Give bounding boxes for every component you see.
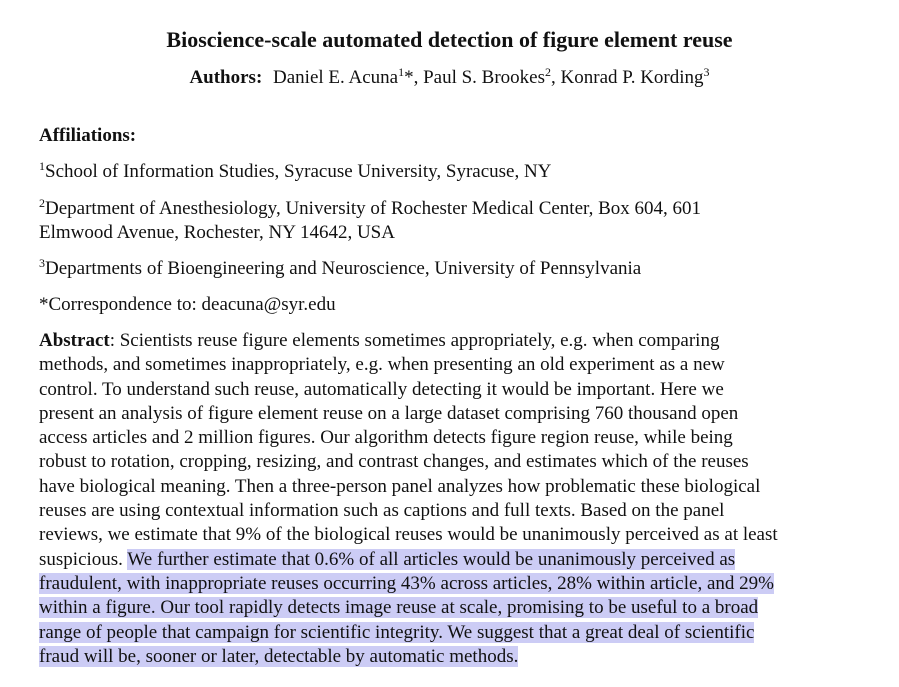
abstract-text[interactable]: suspicious. [39,548,128,570]
abstract-line[interactable] [39,378,887,402]
affiliation-sup: 1 [39,159,45,173]
affiliation-sup: 2 [39,196,45,210]
abstract-line[interactable] [39,329,887,353]
abstract-line[interactable] [39,402,887,426]
abstract-text[interactable]: reviews, we estimate that 9% of the biological reuses would be unanimously perceived as at least [39,524,778,546]
affiliation-item[interactable] [39,257,879,281]
authors-line[interactable] [0,65,899,91]
author-name[interactable]: Konrad P. Kording [560,67,704,88]
abstract-text[interactable]: access articles and 2 million figures. Our algorithm detects figure region reuse, while being [39,427,733,449]
abstract-line[interactable] [39,353,887,377]
paper-title[interactable]: Bioscience-scale automated detection of figure element reuse [166,27,733,52]
selected-text-highlight[interactable]: fraudulent, with inappropriate reuses occurring 43% across articles, 28% within article, and 29% [39,572,774,594]
abstract-text[interactable]: robust to rotation, cropping, resizing, and contrast changes, and estimates which of the reuses [39,451,749,473]
selected-text-highlight[interactable]: fraud will be, sooner or later, detectable by automatic methods. [39,645,519,667]
author-affiliation-sup: 2 [545,65,552,79]
abstract-line[interactable] [39,596,887,620]
affiliation-sup: 3 [39,256,45,270]
abstract-line[interactable] [39,499,887,523]
abstract-text[interactable]: reuses are using contextual information such as captions and full texts. Based on the panel [39,500,725,522]
abstract-line[interactable] [39,523,887,547]
author-separator: *, [404,67,424,88]
affiliation-item[interactable] [39,197,879,245]
abstract-line[interactable] [39,621,887,645]
affiliation-text[interactable]: Departments of Bioengineering and Neuroscience, University of Pennsylvania [45,258,642,279]
correspondence[interactable]: *Correspondence to: deacuna@syr.edu [39,294,336,315]
abstract-text[interactable]: methods, and sometimes inappropriately, e.g. when presenting an old experiment as a new [39,354,725,376]
author-separator: , [551,67,561,88]
abstract-line[interactable] [39,548,887,572]
selected-text-highlight[interactable]: within a figure. Our tool rapidly detects image reuse at scale, promising to be useful to a broad [39,597,759,619]
abstract-line[interactable] [39,426,887,450]
affiliations-heading[interactable]: Affiliations: [39,125,137,146]
affiliation-text[interactable]: School of Information Studies, Syracuse University, Syracuse, NY [45,161,552,182]
abstract-text[interactable]: : Scientists reuse figure elements sometimes appropriately, e.g. when comparing [109,330,720,351]
affiliation-item[interactable] [39,160,879,184]
abstract-label: Abstract [39,330,110,351]
affiliation-text[interactable]: Elmwood Avenue, Rochester, NY 14642, USA [39,222,395,243]
author-affiliation-sup: 1 [398,65,405,79]
abstract-paragraph[interactable] [39,329,887,669]
abstract-text[interactable]: have biological meaning. Then a three-person panel analyzes how problematic these biological [39,475,761,497]
author-affiliation-sup: 3 [703,65,710,79]
abstract-text[interactable]: present an analysis of figure element reuse on a large dataset comprising 760 thousand open [39,402,739,424]
selected-text-highlight[interactable]: We further estimate that 0.6% of all articles would be unanimously perceived as [127,548,736,570]
author-name[interactable]: Paul S. Brookes [423,67,546,88]
abstract-line[interactable] [39,475,887,499]
authors-label: Authors: [189,67,263,88]
abstract-line[interactable] [39,645,887,669]
selected-text-highlight[interactable]: range of people that campaign for scientific integrity. We suggest that a great deal of scientific [39,621,755,643]
abstract-line[interactable] [39,572,887,596]
author-name[interactable]: Daniel E. Acuna [273,67,399,88]
affiliation-text[interactable]: Department of Anesthesiology, University of Rochester Medical Center, Box 604, 601 [45,198,702,219]
abstract-line[interactable] [39,450,887,474]
abstract-text[interactable]: control. To understand such reuse, automatically detecting it would be important. Here we [39,378,724,400]
